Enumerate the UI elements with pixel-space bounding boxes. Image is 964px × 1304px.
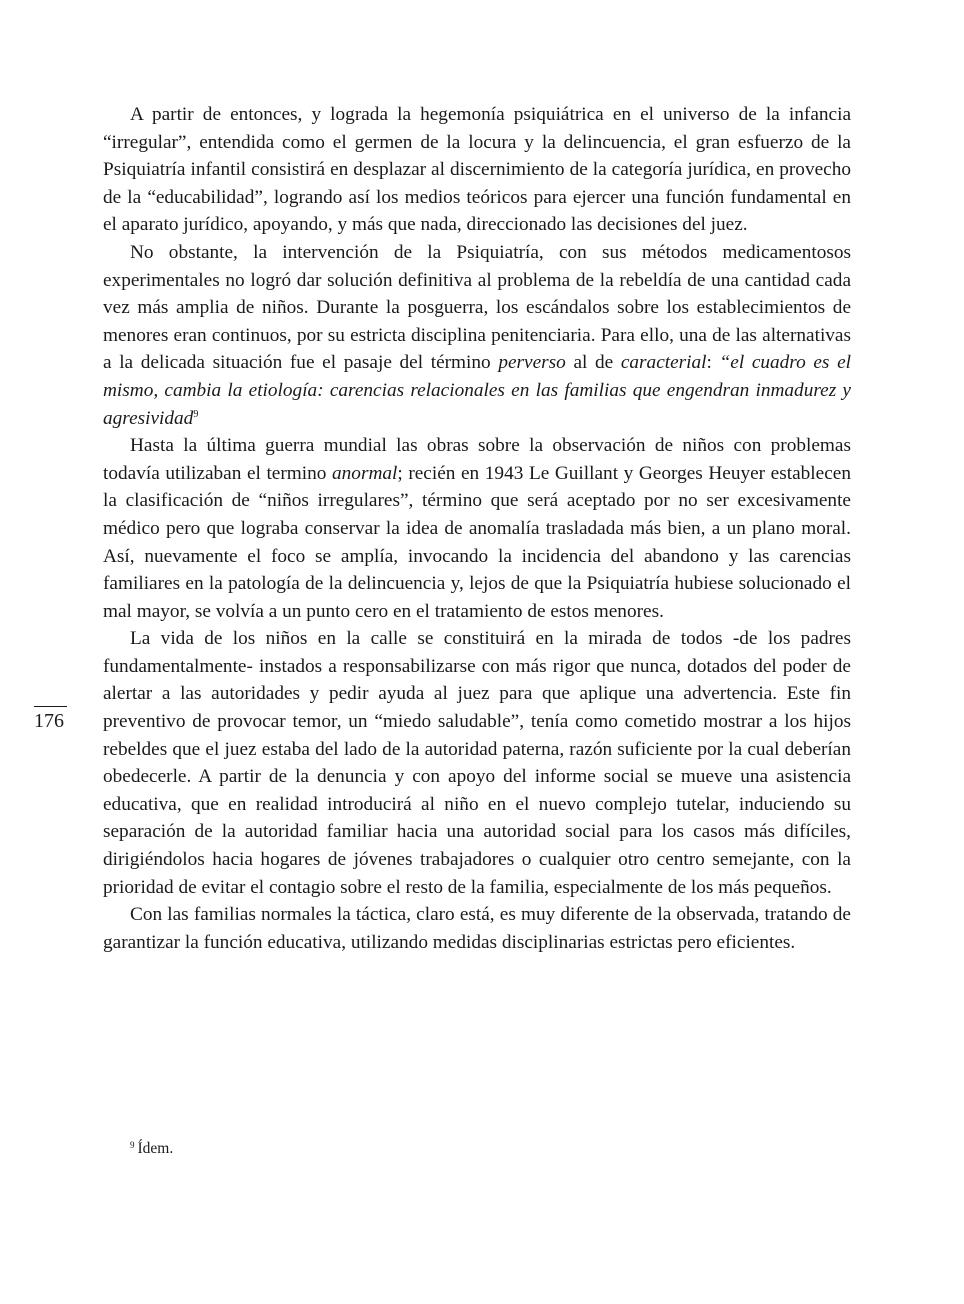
page-number-rule [34,706,67,707]
body-text [103,101,851,956]
paragraph-text: La vida de los niños en la calle se constituirá en la mirada de todos -de los padres fundamentalmente- instados a responsabilizarse con más rigor que nunca, dotados del poder de alertar a las autoridades y pedir ayuda al juez para que aplique una advertencia. Este fin preventivo de provocar temor, un “miedo saludable”, tenía como cometido mostrar a los hijos rebeldes que el juez estaba del lado de la autoridad paterna, razón suficiente por la cual deberían obedecerle. A partir de la denuncia y con apoyo del informe social se mueve una asistencia educativa, que en realidad introducirá al niño en el nuevo complejo tutelar, induciendo su separación de la autoridad familiar hacia una autoridad social para los casos más difíciles, dirigiéndolos hacia hogares de jóvenes trabajadores o cualquier otro centro semejante, con la prioridad de evitar el contagio sobre el resto de la familia, especialmente de los más pequeños. [103,628,851,898]
page-number: 176 [34,710,64,732]
paragraph-1 [103,101,851,239]
paragraph-text: ; recién en 1943 Le Guillant y Georges Heuyer establecen la clasificación de “niños irregulares”, término que será aceptado por no ser excesivamente médico pero que lograba conservar la idea de anomalía trasladada más bien, a un plano moral. Así, nuevamente el foco se amplía, invocando la incidencia del abandono y las carencias familiares en la patología de la delincuencia y, lejos de que la Psiquiatría hubiese solucionado el mal mayor, se volvía a un punto cero en el tratamiento de estos menores. [103,462,851,622]
italic-term-anormal: anormal [332,462,398,484]
paragraph-text: A partir de entonces, y lograda la hegemonía psiquiátrica en el universo de la infancia “irregular”, entendida como el germen de la locura y la delincuencia, el gran esfuerzo de la Psiquiatría infantil consistirá en desplazar al discernimiento de la categoría jurídica, en provecho de la “educabilidad”, logrando así los medios teóricos para ejercer una función fundamental en el aparato jurídico, apoyando, y más que nada, direccionado las decisiones del juez. [103,104,851,236]
paragraph-2 [103,239,851,432]
paragraph-5 [103,901,851,956]
paragraph-text: Con las familias normales la táctica, claro está, es muy diferente de la observada, tratando de garantizar la función educativa, utilizando medidas disciplinarias estrictas pero eficientes. [103,904,851,953]
paragraph-text: al de [565,352,621,374]
italic-term-caracterial: caracterial [620,352,707,374]
footnote-number: 9 [130,1140,135,1150]
italic-term-perverso: perverso [498,352,566,374]
paragraph-text: Hasta la última guerra mundial las obras sobre la observación de niños con problemas todavía utilizaban el termino [103,435,851,484]
paragraph-4 [103,625,851,901]
paragraph-3 [103,432,851,625]
footnote-reference: 9 [193,408,199,420]
paragraph-text: : [706,352,720,374]
footnote [130,1138,173,1160]
paragraph-text: No obstante, la intervención de la Psiquiatría, con sus métodos medicamentosos experimentales no logró dar solución definitiva al problema de la rebeldía de una cantidad cada vez más amplia de niños. Durante la posguerra, los escándalos sobre los establecimientos de menores eran continuos, por su estricta disciplina penitenciaria. Para ello, una de las alternativas a la delicada situación fue el pasaje del término [103,241,851,374]
italic-quotation: “el cuadro es el mismo, cambia la etiología: carencias relacionales en las familias que engendran inmadurez y agresividad [103,352,851,429]
footnote-text: Ídem. [137,1140,174,1157]
